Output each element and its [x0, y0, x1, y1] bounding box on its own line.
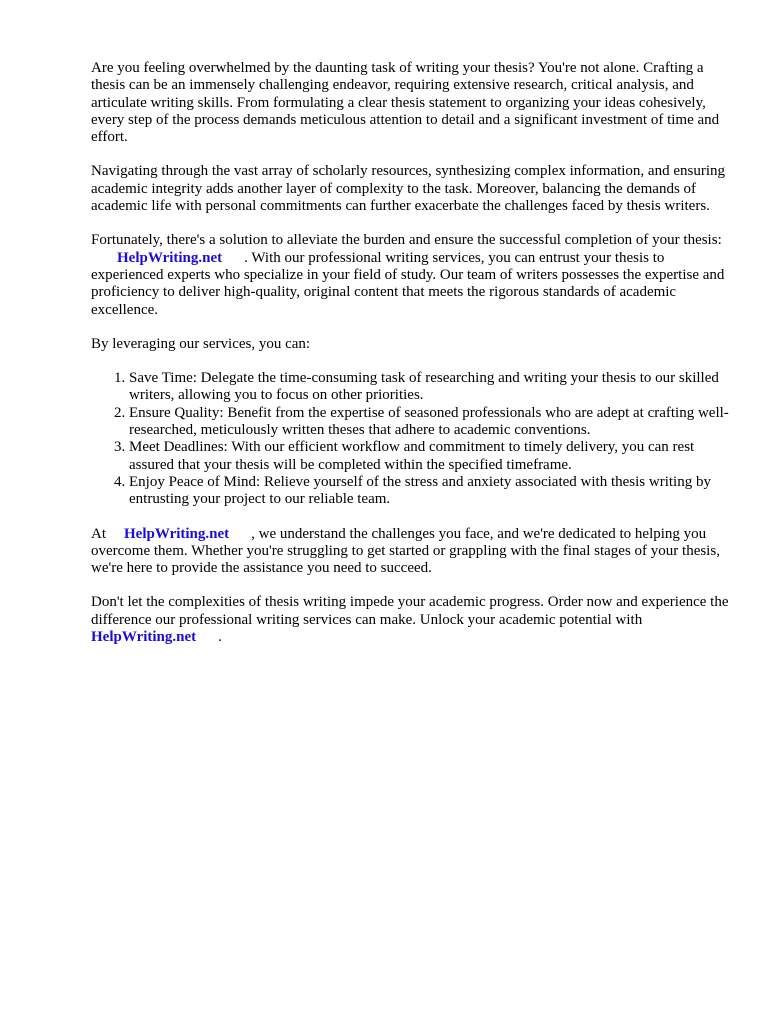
commitment-text-before: At	[91, 525, 106, 542]
helpwriting-link-1[interactable]: HelpWriting.net	[117, 249, 223, 266]
call-to-action-paragraph	[91, 594, 731, 646]
list-item: 2. Ensure Quality: Benefit from the expertise of seasoned professionals who are adept at crafting well-researched, meticulously written theses that adhere to academic conventions.	[129, 405, 731, 440]
intro-paragraph: Are you feeling overwhelmed by the daunting task of writing your thesis? You're not alone. Crafting a thesis can be an immensely challenging endeavor, requiring extensive research, critical analysis, and articulate writing skills. From formulating a clear thesis statement to organizing your ideas cohesively, every step of the process demands meticulous attention to detail and a significant investment of time and effort.	[91, 60, 720, 146]
solution-text-after: . With our professional writing services, you can entrust your thesis to experienced experts who specialize in your field of study. Our team of writers possesses the expertise and proficiency to deliver high-quality, original content that meets the rigorous standards of academic excellence.	[91, 249, 725, 318]
challenges-paragraph: Navigating through the vast array of scholarly resources, synthesizing complex information, and ensuring academic integrity adds another layer of complexity to the task. Moreover, balancing the demands of academic life with personal commitments can further exacerbate the challenges faced by thesis writers.	[91, 163, 725, 215]
solution-text-before: Fortunately, there's a solution to alleviate the burden and ensure the successful completion of your thesis:	[91, 232, 722, 249]
list-item: 1. Save Time: Delegate the time-consuming task of researching and writing your thesis to our skilled writers, allowing you to focus on other priorities.	[129, 370, 731, 405]
services-intro-paragraph: By leveraging our services, you can:	[91, 335, 311, 352]
cta-text-after: .	[218, 629, 222, 646]
commitment-text-after: , we understand the challenges you face, and we're dedicated to helping you overcome them. Whether you're struggling to get started or grappling with the final stages of your thesis, we're here to provide the assistance you need to succeed.	[91, 525, 720, 577]
list-item: 3. Meet Deadlines: With our efficient workflow and commitment to timely delivery, you can rest assured that your thesis will be completed within the specified timeframe.	[129, 439, 731, 474]
commitment-paragraph	[91, 526, 731, 578]
solution-paragraph	[91, 232, 731, 318]
cta-text-before: Don't let the complexities of thesis writing impede your academic progress. Order now and experience the difference our professional writing services can make. Unlock your academic potential with	[91, 594, 729, 628]
document-page	[91, 60, 731, 663]
helpwriting-link-3[interactable]: HelpWriting.net	[91, 629, 197, 646]
services-list	[91, 370, 731, 508]
list-item: 4. Enjoy Peace of Mind: Relieve yourself of the stress and anxiety associated with thesis writing by entrusting your project to our reliable team.	[129, 474, 731, 509]
helpwriting-link-2[interactable]: HelpWriting.net	[124, 525, 230, 542]
